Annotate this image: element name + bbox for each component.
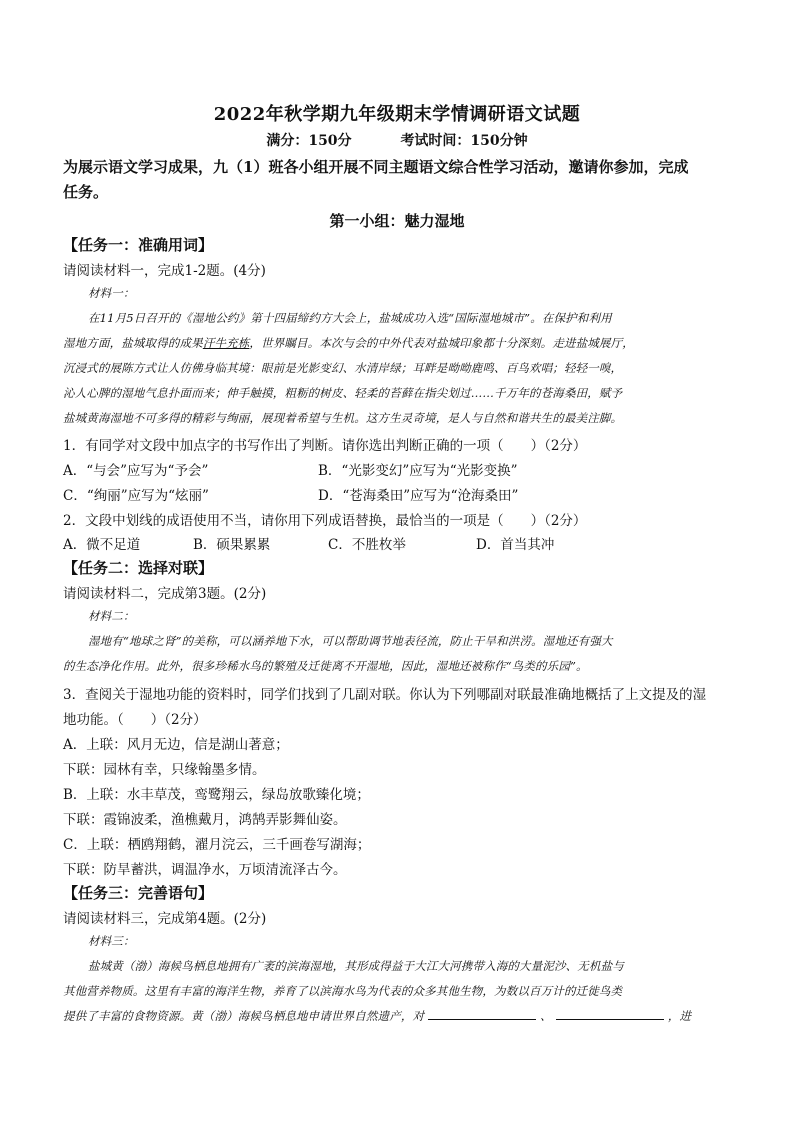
q1-option-c[interactable]: C．“绚丽”应写为“炫丽”: [63, 488, 209, 504]
underlined-idiom: 汗牛充栋: [202, 336, 250, 350]
question-1: 1．有同学对文段中加点字的书写作出了判断。请你选出判断正确的一项（ ）（2分）: [63, 438, 587, 454]
material3-line: 其他营养物质。这里有丰富的海洋生物，养育了以滨海水鸟为代表的众多其他生物，为数以百万计的迁徙鸟类: [63, 984, 623, 998]
couplet-c-upper[interactable]: C．上联：栖鸥翔鹤，濯月浣云，三千画卷写湖海；: [63, 837, 371, 853]
material1-text: 湿地方面，盐城取得的成果: [63, 336, 203, 350]
material1-line: [63, 335, 743, 351]
couplet-c-lower[interactable]: 下联：防旱蓄洪，调温净水，万顷清流泽古今。: [63, 862, 347, 878]
q2-option-b[interactable]: B．硕果累累: [193, 537, 271, 553]
intro-line-2: 任务。: [63, 183, 109, 201]
q1-option-a[interactable]: A．“与会”应写为“予会”: [63, 463, 209, 479]
material1-line: 沉浸式的展陈方式让人仿佛身临其境：眼前是光影变幻、水清岸绿；耳畔是呦呦鹿鸣、百鸟欢唱；轻轻一嗅，: [63, 361, 623, 375]
blank-separator: 、: [540, 1009, 552, 1023]
answer-blank-2[interactable]: [556, 1009, 664, 1020]
material1-line: 在11月5日召开的《湿地公约》第十四届缔约方大会上，盐城成功入选“国际湿地城市”。在保护和利用: [88, 311, 612, 325]
couplet-b-upper[interactable]: B．上联：水丰草茂，鸾鹭翔云，绿岛放歌臻化境；: [63, 787, 370, 803]
question-3-cont: 地功能。（ ）（2分）: [63, 712, 207, 728]
task2-instruction: 请阅读材料二，完成第3题。(2分): [63, 586, 267, 602]
material3-text: ，进: [667, 1009, 692, 1023]
task3-instruction: 请阅读材料三，完成第4题。(2分): [63, 911, 267, 927]
answer-blank-1[interactable]: [428, 1009, 536, 1020]
material3-line: 盐城黄（渤）海候鸟栖息地拥有广袤的滨海湿地，其形成得益于大江大河携带入海的大量泥沙、无机盐与: [88, 959, 624, 973]
group-title: 第一小组：魅力湿地: [329, 212, 465, 230]
couplet-a-lower[interactable]: 下联：园林有幸，只缘翰墨多情。: [63, 762, 266, 778]
material1-line: 盐城黄海湿地不可多得的精彩与绚丽，展现着希望与生机。这方生灵奇境，是人与自然和谐共生的最美注脚。: [63, 411, 623, 425]
material1-label: 材料一：: [88, 286, 135, 300]
q1-option-b[interactable]: B．“光影变幻”应写为“光影变换”: [318, 463, 518, 479]
material2-line: 湿地有“地球之肾”的美称，可以涵养地下水，可以帮助调节地表径流，防止干旱和洪涝。湿地还有强大: [88, 634, 613, 648]
task2-heading: 【任务二：选择对联】: [63, 559, 214, 577]
material1-text: ，世界瞩目。本次与会的中外代表对盐城印象都十分深刻。走进盐城展厅，: [249, 336, 634, 350]
q2-option-d[interactable]: D．首当其冲: [476, 537, 555, 553]
exam-meta: [0, 130, 794, 150]
question-2: 2．文段中划线的成语使用不当，请你用下列成语替换，最恰当的一项是（ ）（2分）: [63, 513, 587, 529]
full-score: 满分：150分: [266, 133, 352, 149]
q2-option-c[interactable]: C．不胜枚举: [328, 537, 406, 553]
material3-text: 提供了丰富的食物资源。黄（渤）海候鸟栖息地申请世界自然遗产，对: [63, 1009, 425, 1023]
material2-line: 的生态净化作用。此外，很多珍稀水鸟的繁殖及迁徙离不开湿地，因此，湿地还被称作“鸟类的乐园”。: [63, 659, 588, 673]
material1-line: 沁人心脾的湿地气息扑面而来；伸手触摸，粗粝的树皮、轻柔的苔藓在指尖划过……千万年的苍海桑田，赋予: [63, 386, 623, 400]
task1-heading: 【任务一：准确用词】: [63, 236, 214, 254]
couplet-a-upper[interactable]: A．上联：风月无边，信是湖山著意；: [63, 737, 289, 753]
task1-instruction: 请阅读材料一，完成1-2题。(4分): [63, 263, 266, 279]
exam-time: 考试时间：150分钟: [400, 133, 528, 149]
material2-label: 材料二：: [88, 609, 135, 623]
material3-label: 材料三：: [88, 934, 135, 948]
material3-line: [63, 1008, 743, 1024]
intro-line-1: 为展示语文学习成果，九（1）班各小组开展不同主题语文综合性学习活动，邀请你参加，完成: [63, 158, 689, 176]
task3-heading: 【任务三：完善语句】: [63, 884, 214, 902]
exam-title: 2022年秋学期九年级期末学情调研语文试题: [213, 104, 581, 125]
question-3: 3．查阅关于湿地功能的资料时，同学们找到了几副对联。你认为下列哪副对联最准确地概括了上文提及的湿: [63, 687, 707, 703]
q1-option-d[interactable]: D．“苍海桑田”应写为“沧海桑田”: [318, 488, 519, 504]
couplet-b-lower[interactable]: 下联：霞锦波柔，渔樵戴月，鸿鹄弄影舞仙姿。: [63, 812, 347, 828]
q2-option-a[interactable]: A．微不足道: [63, 537, 141, 553]
